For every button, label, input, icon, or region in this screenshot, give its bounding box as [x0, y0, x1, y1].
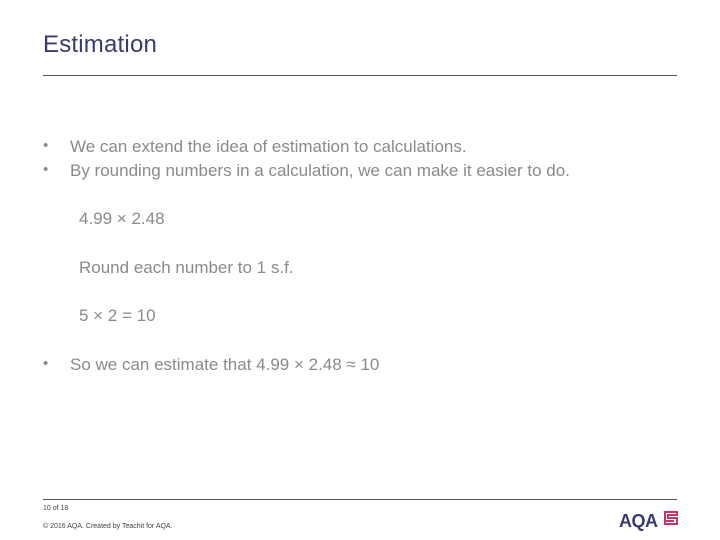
slide-title: Estimation — [43, 31, 158, 58]
copyright-notice: © 2016 AQA. Created by Teachit for AQA. — [43, 523, 173, 530]
title-divider — [43, 75, 677, 76]
bullet-dot-icon: • — [43, 161, 49, 178]
logo-mark-icon — [663, 510, 679, 526]
bullet-dot-icon: • — [43, 137, 49, 154]
working-step: Round each number to 1 s.f. — [79, 258, 294, 277]
page-number: 10 of 18 — [43, 505, 69, 512]
bullet-dot-icon: • — [43, 355, 49, 372]
bullet-text: By rounding numbers in a calculation, we can make it easier to do. — [70, 161, 570, 180]
aqa-logo — [619, 508, 681, 532]
conclusion-text: So we can estimate that 4.99 × 2.48 ≈ 10 — [70, 355, 380, 374]
bullet-text: We can extend the idea of estimation to calculations. — [70, 137, 467, 156]
logo-text: AQA — [619, 511, 658, 531]
working-step: 4.99 × 2.48 — [79, 209, 165, 228]
working-step: 5 × 2 = 10 — [79, 306, 156, 325]
footer-divider — [43, 499, 677, 500]
